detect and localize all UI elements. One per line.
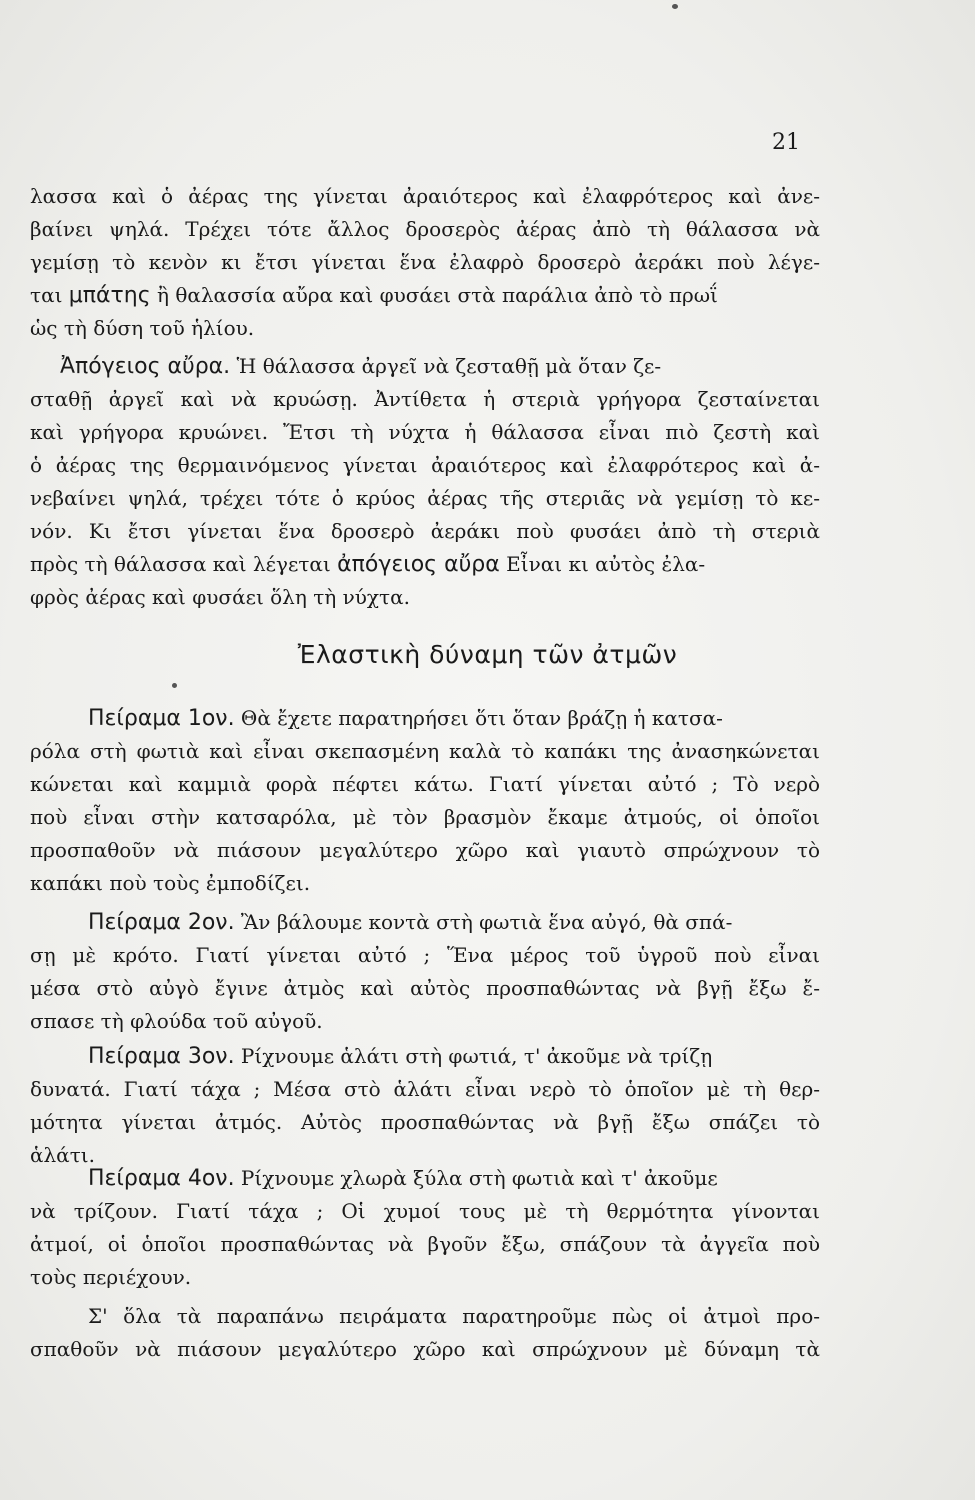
text-line: Σ' ὅλα τὰ παραπάνω πειράματα παρατηροῦμε πὼς οἱ ἀτμοὶ προ- — [88, 1304, 820, 1328]
text-line: μότητα γίνεται ἀτμός. Αὐτὸς προσπαθώντας νὰ βγῇ ἔξω σπάζει τὸ — [30, 1110, 820, 1134]
text-line: τοὺς περιέχουν. — [30, 1265, 192, 1289]
text-line: δυνατά. Γιατί τάχα ; Μέσα στὸ ἁλάτι εἶναι νερὸ τὸ ὁποῖον μὲ τὴ θερ- — [30, 1077, 820, 1101]
text-span: Ἂν βάλουμε κοντὰ στὴ φωτιὰ ἕνα αὐγό, θὰ σπά- — [234, 910, 733, 934]
text-line — [30, 350, 820, 383]
section-heading: Ἐλαστικὴ δύναμη τῶν ἀτμῶν — [297, 640, 678, 669]
text-line: προσπαθοῦν νὰ πιάσουν μεγαλύτερο χῶρο καὶ γιαυτὸ σπρώχνουν τὸ — [30, 838, 820, 862]
text-span: πρὸς τὴ θάλασσα καὶ λέγεται — [30, 552, 338, 576]
text-line: νεβαίνει ψηλά, τρέχει τότε ὁ κρύος ἀέρας τῆς στεριᾶς νὰ γεμίσῃ τὸ κε- — [30, 486, 820, 510]
paragraph-conclusion — [30, 1300, 820, 1366]
text-span: ται — [30, 283, 69, 307]
text-span: Ρίχνουμε χλωρὰ ξύλα στὴ φωτιὰ καὶ τ' ἀκοῦμε — [234, 1166, 718, 1190]
text-line: ἁλάτι. — [30, 1143, 95, 1167]
text-span: Θὰ ἔχετε παρατηρήσει ὅτι ὅταν βράζῃ ἡ κατσα- — [234, 706, 723, 730]
term-land-breeze: Ἀπόγειος αὔρα. — [60, 354, 231, 379]
paragraph-sea-breeze — [30, 180, 820, 345]
experiment-label: Πείραμα 1ον. — [88, 706, 235, 731]
text-span: Ἡ θάλασσα ἀργεῖ νὰ ζεσταθῇ μὰ ὅταν ζε- — [230, 354, 662, 378]
text-span: ἢ θαλασσία αὔρα καὶ φυσάει στὰ παράλια ἀπὸ τὸ πρωΐ — [150, 283, 718, 307]
experiment-2 — [30, 906, 820, 1038]
text-line: βαίνει ψηλά. Τρέχει τότε ἄλλος δροσερὸς ἀέρας ἀπὸ τὴ θάλασσα νὰ — [30, 217, 820, 241]
text-line: νὰ τρίζουν. Γιατί τάχα ; Οἱ χυμοί τους μὲ τὴ θερμότητα γίνονται — [30, 1199, 820, 1223]
text-line — [30, 1162, 820, 1195]
experiment-1 — [30, 702, 820, 900]
text-line: ὁ ἀέρας της θερμαινόμενος γίνεται ἀραιότερος καὶ ἐλαφρότερος καὶ ἀ- — [30, 453, 820, 477]
text-line: σῃ μὲ κρότο. Γιατί γίνεται αὐτό ; Ἕνα μέρος τοῦ ὑγροῦ ποὺ εἶναι — [30, 943, 820, 967]
print-speck — [172, 683, 177, 688]
text-line: καπάκι ποὺ τοὺς ἐμποδίζει. — [30, 871, 311, 895]
text-line: ρόλα στὴ φωτιὰ καὶ εἶναι σκεπασμένη καλὰ τὸ καπάκι της ἀνασηκώνεται — [30, 739, 820, 763]
text-line: νόν. Κι ἔτσι γίνεται ἕνα δροσερὸ ἀεράκι ποὺ φυσάει ἀπὸ τὴ στεριὰ — [30, 519, 820, 543]
text-line — [30, 1040, 820, 1073]
term-mpatis: μπάτης — [68, 283, 151, 308]
text-span: Εἶναι κι αὐτὸς ἐλα- — [499, 552, 706, 576]
text-line: φρὸς ἀέρας καὶ φυσάει ὅλη τὴ νύχτα. — [30, 585, 410, 609]
page-number: 21 — [772, 130, 800, 155]
text-line: κώνεται καὶ καμμιὰ φορὰ πέφτει κάτω. Γιατί γίνεται αὐτό ; Τὸ νερὸ — [30, 772, 820, 796]
text-line: καὶ γρήγορα κρυώνει. Ἔτσι τὴ νύχτα ἡ θάλασσα εἶναι πιὸ ζεστὴ καὶ — [30, 420, 820, 444]
text-line: σπαθοῦν νὰ πιάσουν μεγαλύτερο χῶρο καὶ σπρώχνουν μὲ δύναμη τὰ — [30, 1337, 820, 1361]
print-speck — [672, 4, 678, 9]
text-line: ἀτμοί, οἱ ὁποῖοι προσπαθώντας νὰ βγοῦν ἔξω, σπάζουν τὰ ἀγγεῖα ποὺ — [30, 1232, 820, 1256]
text-line — [30, 548, 820, 581]
text-line: ὡς τὴ δύση τοῦ ἡλίου. — [30, 316, 255, 340]
text-line — [30, 279, 820, 312]
experiment-label: Πείραμα 4ον. — [88, 1166, 235, 1191]
text-line: σταθῇ ἀργεῖ καὶ νὰ κρυώσῃ. Ἀντίθετα ἡ στεριὰ γρήγορα ζεσταίνεται — [30, 387, 820, 411]
experiment-label: Πείραμα 3ον. — [88, 1044, 235, 1069]
term-land-breeze-inline: ἀπόγειος αὔρα — [337, 552, 500, 577]
experiment-3 — [30, 1040, 820, 1172]
text-line: ποὺ εἶναι στὴν κατσαρόλα, μὲ τὸν βρασμὸν ἔκαμε ἀτμούς, οἱ ὁποῖοι — [30, 805, 820, 829]
text-line: σπασε τὴ φλούδα τοῦ αὐγοῦ. — [30, 1009, 323, 1033]
paragraph-land-breeze — [30, 350, 820, 614]
text-line: γεμίσῃ τὸ κενὸν κι ἔτσι γίνεται ἕνα ἐλαφρὸ δροσερὸ ἀεράκι ποὺ λέγε- — [30, 250, 820, 274]
text-span: Ρίχνουμε ἁλάτι στὴ φωτιά, τ' ἀκοῦμε νὰ τρίζῃ — [234, 1044, 713, 1068]
text-line — [30, 906, 820, 939]
text-line: λασσα καὶ ὁ ἀέρας της γίνεται ἀραιότερος καὶ ἐλαφρότερος καὶ ἀνε- — [30, 184, 820, 208]
text-line — [30, 702, 820, 735]
experiment-label: Πείραμα 2ον. — [88, 910, 235, 935]
experiment-4 — [30, 1162, 820, 1294]
text-line: μέσα στὸ αὐγὸ ἔγινε ἀτμὸς καὶ αὐτὸς προσπαθώντας νὰ βγῇ ἔξω ἔ- — [30, 976, 820, 1000]
